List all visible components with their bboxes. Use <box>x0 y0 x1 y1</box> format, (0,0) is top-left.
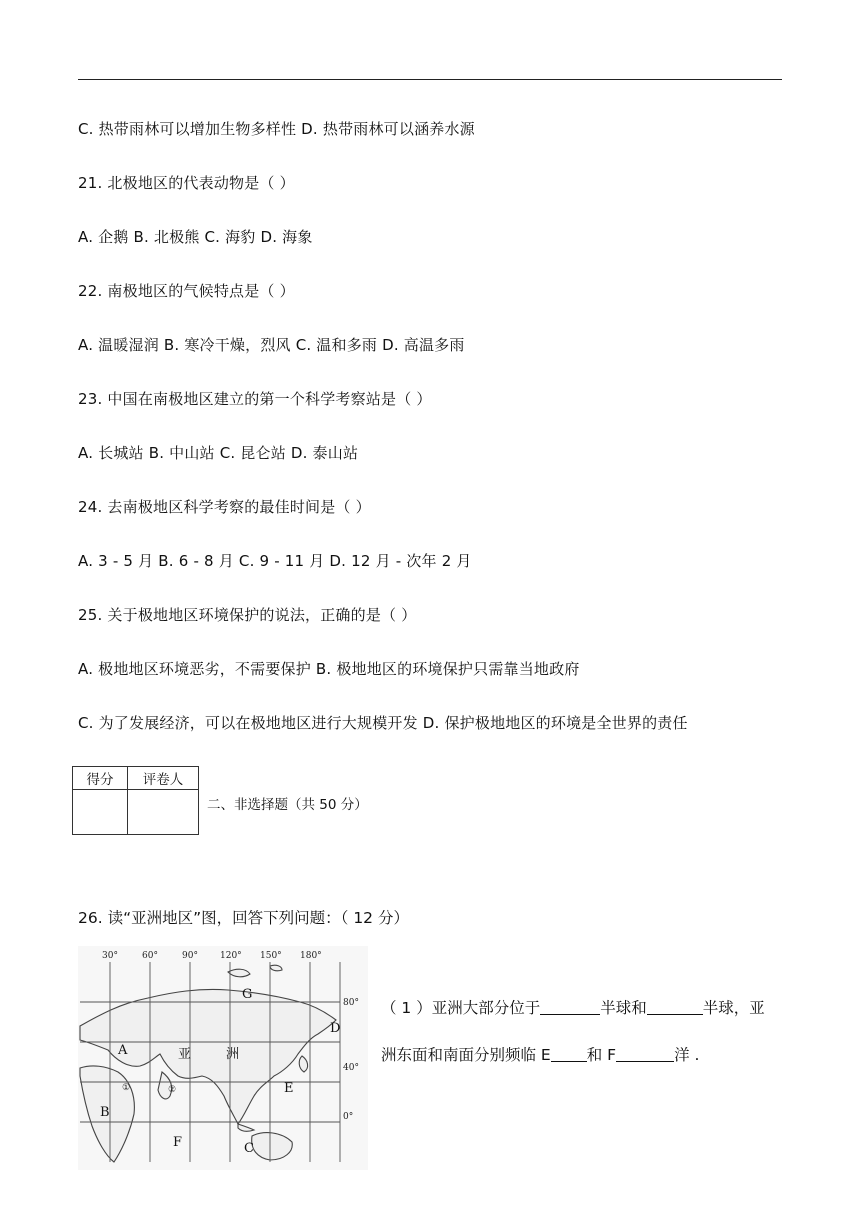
mark-1: ① <box>122 1083 131 1093</box>
score-header: 得分 <box>73 767 128 790</box>
sub1-text-d: 洲东面和南面分别频临 E <box>381 1046 551 1064</box>
header-rule <box>78 79 782 80</box>
options-25-cd: C. 为了发展经济，可以在极地地区进行大规模开发 D. 保护极地地区的环境是全世界的责任 <box>78 714 688 732</box>
asia-label-1: 亚 <box>178 1047 192 1062</box>
q26-sub1-line1 <box>381 996 765 1018</box>
blank-hemisphere-2[interactable] <box>647 998 703 1015</box>
sub1-text-a: （ 1 ）亚洲大部分位于 <box>381 999 541 1017</box>
options-22: A. 温暖湿润 B. 寒冷干燥，烈风 C. 温和多雨 D. 高温多雨 <box>78 336 465 354</box>
lat-label-0: 0° <box>343 1112 354 1122</box>
lon-label-90: 90° <box>182 951 198 961</box>
region-g: G <box>242 987 253 1002</box>
region-a: A <box>118 1043 128 1058</box>
lon-label-120: 120° <box>220 951 242 961</box>
question-21: 21. 北极地区的代表动物是（ ） <box>78 174 295 192</box>
mark-2: ② <box>168 1085 177 1095</box>
question-22: 22. 南极地区的气候特点是（ ） <box>78 282 295 300</box>
region-e: E <box>284 1081 294 1096</box>
blank-ocean-e[interactable] <box>551 1045 587 1062</box>
region-d: D <box>330 1021 341 1036</box>
region-c: C <box>244 1141 254 1156</box>
region-f: F <box>173 1135 183 1150</box>
option-line-20cd: C. 热带雨林可以增加生物多样性 D. 热带雨林可以涵养水源 <box>78 120 475 138</box>
grader-cell[interactable] <box>128 790 199 835</box>
sub1-text-f: 洋 . <box>674 1046 700 1064</box>
options-24: A. 3 - 5 月 B. 6 - 8 月 C. 9 - 11 月 D. 12 月 - 次年 2 月 <box>78 552 472 570</box>
sub1-text-c: 半球，亚 <box>702 999 765 1017</box>
score-table <box>72 766 199 835</box>
asia-label-2: 洲 <box>226 1047 240 1062</box>
lat-label-40: 40° <box>343 1063 359 1073</box>
question-23: 23. 中国在南极地区建立的第一个科学考察站是（ ） <box>78 390 432 408</box>
question-26: 26. 读“亚洲地区”图，回答下列问题：（ 12 分） <box>78 909 409 927</box>
options-23: A. 长城站 B. 中山站 C. 昆仑站 D. 泰山站 <box>78 444 359 462</box>
lat-label-80: 80° <box>343 998 359 1008</box>
lon-label-60: 60° <box>142 951 158 961</box>
section-title: 二、非选择题（共 50 分） <box>207 797 368 813</box>
lon-label-30: 30° <box>102 951 118 961</box>
asia-map-figure <box>78 946 368 1170</box>
sub1-text-e: 和 F <box>586 1046 617 1064</box>
score-cell[interactable] <box>73 790 128 835</box>
options-21: A. 企鹅 B. 北极熊 C. 海豹 D. 海象 <box>78 228 313 246</box>
question-25: 25. 关于极地地区环境保护的说法，正确的是（ ） <box>78 606 417 624</box>
blank-hemisphere-1[interactable] <box>540 998 600 1015</box>
asia-map <box>78 946 368 1170</box>
grader-header: 评卷人 <box>128 767 199 790</box>
lon-label-150: 150° <box>260 951 282 961</box>
question-24: 24. 去南极地区科学考察的最佳时间是（ ） <box>78 498 371 516</box>
options-25-ab: A. 极地地区环境恶劣，不需要保护 B. 极地地区的环境保护只需靠当地政府 <box>78 660 580 678</box>
sub1-text-b: 半球和 <box>600 999 647 1017</box>
lon-label-180: 180° <box>300 951 322 961</box>
region-b: B <box>100 1105 110 1120</box>
blank-ocean-f[interactable] <box>616 1045 674 1062</box>
q26-sub1-line2 <box>381 1043 699 1065</box>
